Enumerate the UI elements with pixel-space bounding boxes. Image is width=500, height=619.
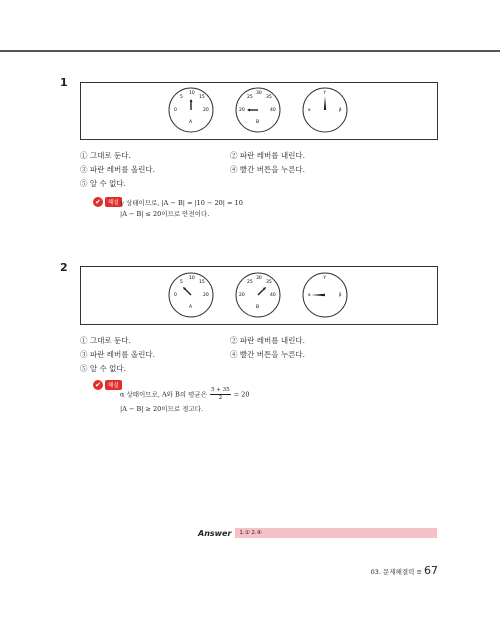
check-icon: ✔ <box>93 197 103 207</box>
gauge-panel-1 <box>80 82 438 140</box>
option-3: ③ 파란 레버를 올린다. <box>80 350 155 359</box>
svg-text:15: 15 <box>199 280 205 285</box>
svg-text:5: 5 <box>180 280 183 285</box>
svg-text:A: A <box>189 305 193 310</box>
svg-text:30: 30 <box>256 91 262 96</box>
fraction-denominator: 2 <box>218 395 223 401</box>
svg-text:B: B <box>256 305 260 310</box>
badge-label: 해설 <box>105 380 122 390</box>
option-1: ① 그대로 둔다. <box>80 336 131 345</box>
svg-text:0: 0 <box>174 293 177 298</box>
top-rule <box>0 50 500 52</box>
gauge-b-icon <box>236 273 280 317</box>
option-4: ④ 빨간 버튼을 누른다. <box>230 165 305 174</box>
svg-text:35: 35 <box>266 95 272 100</box>
svg-text:A: A <box>189 120 193 125</box>
check-icon: ✔ <box>93 380 103 390</box>
svg-text:20: 20 <box>203 108 209 113</box>
explanation-result: = 20 <box>233 390 250 399</box>
svg-text:β: β <box>339 292 342 297</box>
gauge-a-icon <box>169 273 213 317</box>
svg-text:20: 20 <box>239 293 245 298</box>
svg-text:15: 15 <box>199 95 205 100</box>
svg-text:Y: Y <box>323 275 326 280</box>
page-footer <box>371 564 438 577</box>
explanation-line-2: |A − B| ≤ 20이므로 안전이다. <box>120 210 210 218</box>
option-1: ① 그대로 둔다. <box>80 151 131 160</box>
option-2: ② 파란 레버를 내린다. <box>230 151 305 160</box>
option-4: ④ 빨간 버튼을 누른다. <box>230 350 305 359</box>
gauge-a-icon <box>169 88 213 132</box>
gauge-state-icon <box>303 273 347 317</box>
explanation-text: α 상태이므로, A와 B의 평균은 <box>120 390 207 399</box>
question-number-1: 1 <box>60 76 68 89</box>
question-number-2: 2 <box>60 261 68 274</box>
svg-text:0: 0 <box>174 108 177 113</box>
svg-text:40: 40 <box>270 108 276 113</box>
svg-text:α: α <box>308 292 311 297</box>
option-3: ③ 파란 레버를 올린다. <box>80 165 155 174</box>
svg-text:α: α <box>308 107 311 112</box>
gauge-state-icon <box>303 88 347 132</box>
fraction-numerator: 5 + 35 <box>211 387 230 393</box>
svg-text:5: 5 <box>180 95 183 100</box>
answer-text: 1.① 2.④ <box>235 528 437 538</box>
svg-text:40: 40 <box>270 293 276 298</box>
explanation-line-1 <box>120 387 250 402</box>
gauge-panel-2 <box>80 266 438 325</box>
option-2: ② 파란 레버를 내린다. <box>230 336 305 345</box>
answer-title: Answer <box>198 528 232 538</box>
gauge-figure-2 <box>81 267 436 323</box>
explanation-line-1: γ 상태이므로, |A − B| = |10 − 20| = 10 <box>120 199 243 207</box>
gauge-b-icon <box>236 88 280 132</box>
answer-bar <box>198 528 437 538</box>
badge-label: 해설 <box>105 197 122 207</box>
svg-text:Y: Y <box>323 90 326 95</box>
explanation-badge-1 <box>93 197 122 207</box>
option-5: ⑤ 알 수 없다. <box>80 364 127 373</box>
svg-text:20: 20 <box>203 293 209 298</box>
svg-text:25: 25 <box>247 280 253 285</box>
gauge-figure-1 <box>81 83 436 138</box>
option-5: ⑤ 알 수 없다. <box>80 179 127 188</box>
svg-text:20: 20 <box>239 108 245 113</box>
section-label: 03. 문제해결력 ≡ <box>370 568 422 576</box>
svg-text:10: 10 <box>189 91 195 96</box>
average-fraction <box>210 387 231 402</box>
svg-text:β: β <box>339 107 342 112</box>
explanation-badge-2 <box>93 380 122 390</box>
svg-text:30: 30 <box>256 276 262 281</box>
svg-text:B: B <box>256 120 260 125</box>
page-number: 67 <box>424 564 438 577</box>
explanation-line-2: |A − B| ≥ 20이므로 경고다. <box>120 405 204 413</box>
svg-text:10: 10 <box>189 276 195 281</box>
svg-text:35: 35 <box>266 280 272 285</box>
svg-text:25: 25 <box>247 95 253 100</box>
